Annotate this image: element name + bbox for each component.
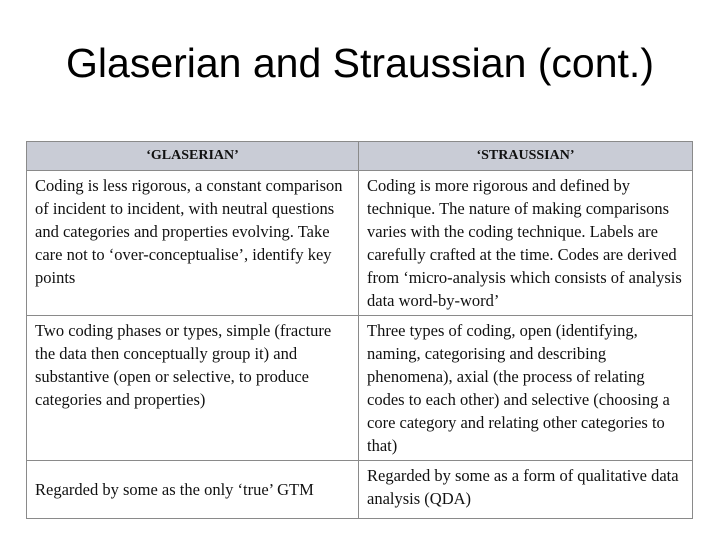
table-row <box>27 171 693 316</box>
table-row <box>27 461 693 519</box>
header-row <box>27 142 693 171</box>
comparison-table <box>26 141 693 519</box>
table-row <box>27 316 693 461</box>
cell-straussian: Coding is more rigorous and defined by technique. The nature of making comparisons varies with the coding technique. Labels are carefully crafted at the time. Codes are derived from ‘micro-analysis which consists of analysis data word-by-word’ <box>359 171 693 316</box>
cell-straussian: Regarded by some as a form of qualitative data analysis (QDA) <box>359 461 693 519</box>
cell-glaserian: Coding is less rigorous, a constant comparison of incident to incident, with neutral questions and categories and properties evolving. Take care not to ‘over-conceptualise’, identify key points <box>27 171 359 316</box>
cell-glaserian: Two coding phases or types, simple (fracture the data then conceptually group it) and substantive (open or selective, to produce categories and properties) <box>27 316 359 461</box>
header-straussian: ‘STRAUSSIAN’ <box>359 142 693 171</box>
cell-glaserian: Regarded by some as the only ‘true’ GTM <box>27 461 359 519</box>
slide-title: Glaserian and Straussian (cont.) <box>66 40 654 86</box>
header-glaserian: ‘GLASERIAN’ <box>27 142 359 171</box>
cell-straussian: Three types of coding, open (identifying, naming, categorising and describing phenomena), axial (the process of relating codes to each other) and selective (choosing a core category and relating other categories to that) <box>359 316 693 461</box>
